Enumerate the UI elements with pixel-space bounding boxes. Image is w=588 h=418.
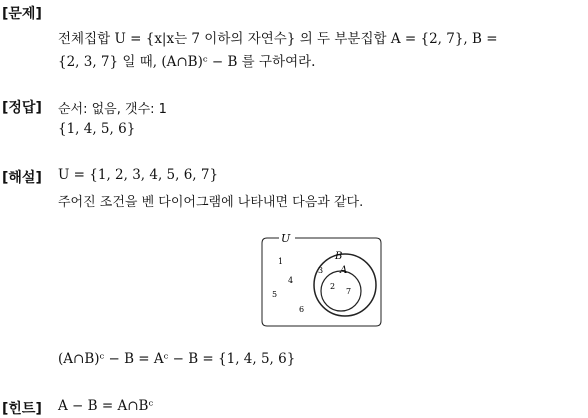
answer-line-2: {1, 4, 5, 6} bbox=[58, 121, 136, 137]
answer-label: [정답] bbox=[2, 100, 42, 116]
universe-label: U bbox=[281, 232, 291, 245]
solution-line-1: U = {1, 2, 3, 4, 5, 6, 7} bbox=[58, 167, 219, 183]
element-6: 6 bbox=[299, 305, 305, 314]
venn-diagram bbox=[259, 229, 384, 329]
element-2: 2 bbox=[330, 282, 336, 291]
problem-label: [문제] bbox=[2, 6, 42, 22]
element-4: 4 bbox=[288, 276, 294, 285]
hint-label: [힌트] bbox=[2, 401, 42, 417]
universe-border bbox=[262, 238, 381, 326]
hint-line-1: A − B = A∩Bᶜ bbox=[58, 398, 154, 414]
solution-line-2: 주어진 조건을 벤 다이어그램에 나타내면 다음과 같다. bbox=[58, 195, 364, 210]
set-a-circle bbox=[321, 271, 361, 311]
set-a-label: A bbox=[340, 265, 348, 276]
element-3: 3 bbox=[318, 266, 324, 275]
answer-line-1: 순서: 없음, 갯수: 1 bbox=[58, 102, 167, 117]
set-b-circle bbox=[314, 254, 376, 316]
element-1: 1 bbox=[278, 257, 284, 266]
set-b-label: B bbox=[335, 251, 343, 262]
solution-line-3: (A∩B)ᶜ − B = Aᶜ − B = {1, 4, 5, 6} bbox=[58, 351, 296, 367]
element-5: 5 bbox=[272, 290, 278, 299]
problem-line-1: 전체집합 U = {x|x는 7 이하의 자연수} 의 두 부분집합 A = {2, 7}, B = bbox=[58, 31, 498, 47]
element-7: 7 bbox=[346, 287, 352, 296]
solution-label: [해설] bbox=[2, 170, 42, 186]
problem-line-2: {2, 3, 7} 일 때, (A∩B)ᶜ − B 를 구하여라. bbox=[58, 54, 316, 70]
